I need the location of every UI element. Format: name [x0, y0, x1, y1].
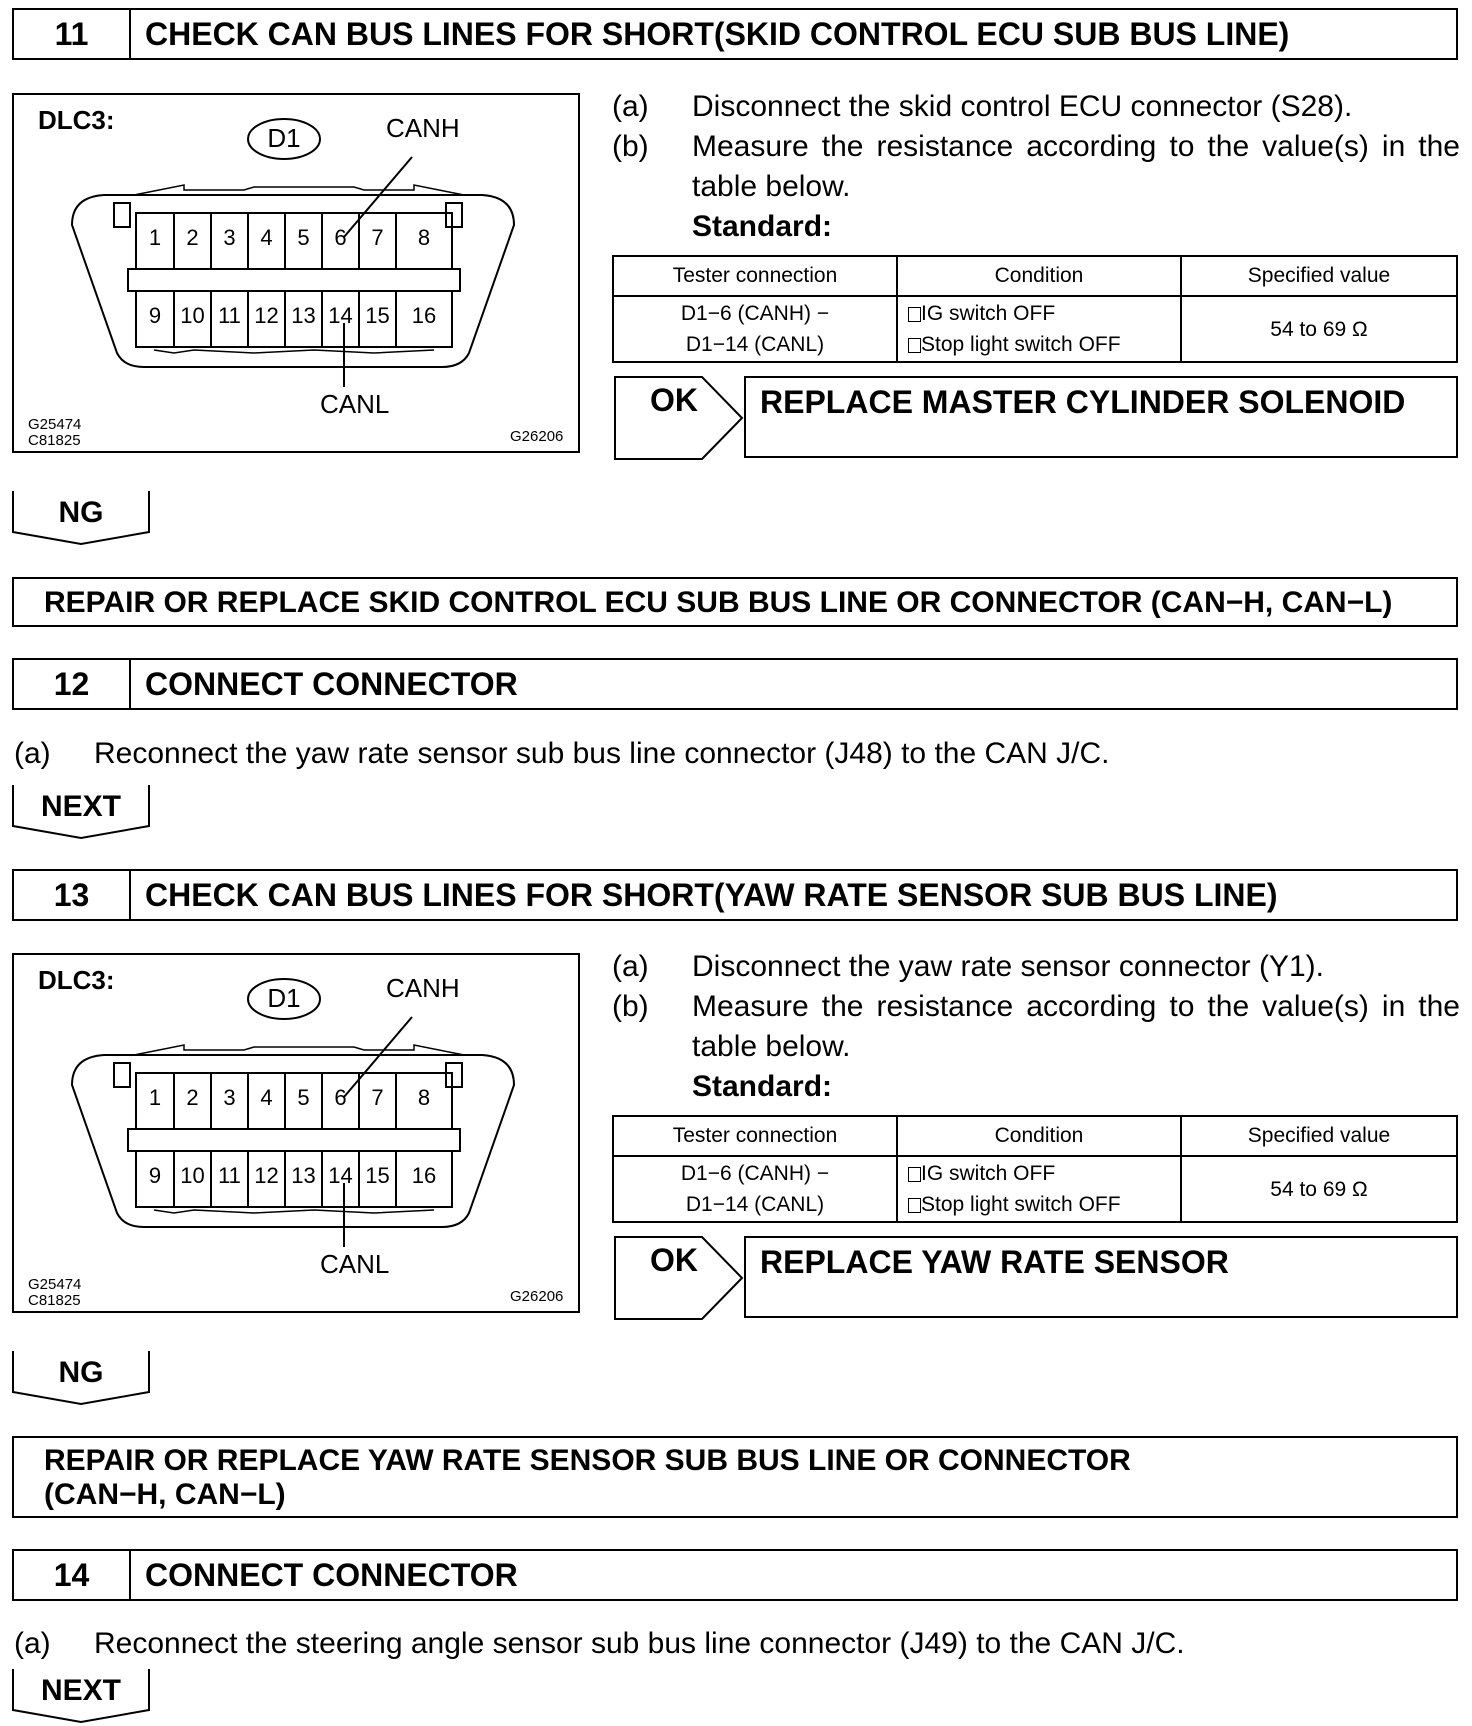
instruction-item: [612, 947, 1460, 987]
dlc3-connector-figure: [12, 953, 580, 1313]
instruction-label: (b): [612, 990, 649, 1023]
pin-label: 10: [180, 1163, 205, 1188]
checkbox-square-icon: [908, 1167, 921, 1182]
pin-label: 2: [186, 225, 199, 250]
instruction-text: Measure the resistance according to the value(s) in the table below.: [692, 130, 1460, 203]
instruction-text: Disconnect the skid control ECU connector (S28).: [692, 90, 1353, 123]
pin-label: 12: [254, 303, 279, 328]
figure-code-1: G25474: [28, 416, 82, 433]
instruction-label: (a): [612, 950, 649, 983]
pin-label: 11: [218, 303, 241, 328]
tester-line: D1−6 (CANH) −: [680, 1162, 830, 1185]
step-title: CHECK CAN BUS LINES FOR SHORT(SKID CONTROL ECU SUB BUS LINE): [145, 15, 1290, 52]
ng-result-line: REPAIR OR REPLACE YAW RATE SENSOR SUB BUS LINE OR CONNECTOR: [44, 1444, 1131, 1477]
pin-label: 4: [260, 225, 273, 250]
ng-result-line: (CAN−H, CAN−L): [44, 1478, 286, 1511]
pin-label: 5: [297, 1085, 310, 1110]
pin-label: 5: [297, 225, 310, 250]
pin-label: 14: [328, 303, 353, 328]
ng-label: NG: [58, 1356, 104, 1389]
instructions: [612, 947, 1460, 1107]
column-header: Tester connection: [613, 256, 897, 296]
column-header: Specified value: [1181, 1116, 1457, 1156]
canh-label: CANH: [386, 113, 460, 143]
connector-id: D1: [267, 123, 301, 153]
next-label: NEXT: [40, 1674, 121, 1707]
table-row: [613, 296, 1457, 362]
step-number: 14: [14, 1551, 131, 1599]
pin-label: 1: [148, 225, 162, 250]
instruction-text: Disconnect the yaw rate sensor connector (Y1).: [692, 950, 1324, 983]
pin-label: 3: [223, 225, 236, 250]
pin-label: 11: [218, 1163, 241, 1188]
pin-label: 8: [417, 1085, 431, 1110]
figure-code-right: G26206: [510, 1288, 564, 1305]
instruction-item: [612, 87, 1460, 127]
ok-label: OK: [650, 1242, 698, 1278]
condition-line: Stop light switch OFF: [921, 333, 1121, 356]
step-number: 12: [14, 660, 131, 708]
pin-label: 1: [148, 1085, 162, 1110]
condition-cell: [897, 296, 1181, 362]
tester-line: D1−14 (CANL): [685, 333, 825, 356]
figure-code-right: G26206: [510, 428, 564, 445]
instruction-item: [612, 127, 1460, 207]
pin-label: 12: [254, 1163, 279, 1188]
step-title: CHECK CAN BUS LINES FOR SHORT(YAW RATE SENSOR SUB BUS LINE): [145, 876, 1278, 913]
pin-label: 16: [411, 303, 437, 328]
step-12-header: [12, 658, 1458, 710]
connector-name: DLC3:: [38, 965, 115, 995]
pin-label: 9: [148, 303, 162, 328]
pin-label: 9: [148, 1163, 162, 1188]
figure-code-2: C81825: [28, 1292, 81, 1309]
dlc3-connector-figure: [12, 93, 580, 453]
connector-name: DLC3:: [38, 105, 115, 135]
pin-label: 8: [417, 225, 431, 250]
ng-label: NG: [58, 496, 104, 529]
table-header-row: [613, 1116, 1457, 1156]
ok-result-text: REPLACE MASTER CYLINDER SOLENOID: [760, 384, 1406, 420]
pin-label: 6: [334, 225, 347, 250]
ok-result-box: [744, 1236, 1458, 1318]
next-label: NEXT: [40, 790, 121, 823]
standard-label: Standard:: [692, 210, 833, 243]
condition-line: IG switch OFF: [921, 1162, 1056, 1185]
condition-line: IG switch OFF: [921, 302, 1056, 325]
ok-result-box: [744, 376, 1458, 458]
checkbox-square-icon: [908, 338, 921, 353]
pin-label: 3: [223, 1085, 236, 1110]
ng-result-box: [12, 577, 1458, 627]
tester-line: D1−6 (CANH) −: [680, 302, 830, 325]
table-header-row: [613, 256, 1457, 296]
instruction-label: (a): [14, 737, 51, 770]
instruction-text: Reconnect the steering angle sensor sub bus line connector (J49) to the CAN J/C.: [94, 1627, 1185, 1660]
step-number: 13: [14, 871, 131, 919]
canh-label: CANH: [386, 973, 460, 1003]
pin-label: 7: [371, 225, 384, 250]
canl-label: CANL: [320, 389, 390, 419]
pin-label: 2: [186, 1085, 199, 1110]
condition-line: Stop light switch OFF: [921, 1193, 1121, 1216]
canl-label: CANL: [320, 1249, 390, 1279]
instructions: [612, 87, 1460, 247]
instruction-label: (a): [14, 1627, 51, 1660]
specified-value-cell: 54 to 69 Ω: [1181, 296, 1457, 362]
pin-label: 16: [411, 1163, 437, 1188]
pin-label: 7: [371, 1085, 384, 1110]
step-13-header: [12, 869, 1458, 921]
checkbox-square-icon: [908, 1198, 921, 1213]
instruction-item: [612, 987, 1460, 1067]
connector-id: D1: [267, 983, 301, 1013]
pin-label: 14: [328, 1163, 353, 1188]
pin-label: 15: [365, 303, 390, 328]
instruction-text: Reconnect the yaw rate sensor sub bus line connector (J48) to the CAN J/C.: [94, 737, 1110, 770]
instruction-label: (b): [612, 130, 649, 163]
step-title: CONNECT CONNECTOR: [145, 665, 518, 702]
instruction-text: Measure the resistance according to the value(s) in the table below.: [692, 990, 1460, 1063]
figure-code-1: G25474: [28, 1276, 82, 1293]
pin-label: 6: [334, 1085, 347, 1110]
standard-label: Standard:: [692, 1070, 833, 1103]
spec-table: [612, 255, 1458, 363]
spec-table: [612, 1115, 1458, 1223]
step-title: CONNECT CONNECTOR: [145, 1556, 518, 1593]
step-11-header: [12, 8, 1458, 60]
checkbox-square-icon: [908, 307, 921, 322]
column-header: Specified value: [1181, 256, 1457, 296]
pin-label: 15: [365, 1163, 390, 1188]
condition-cell: [897, 1156, 1181, 1222]
column-header: Condition: [897, 256, 1181, 296]
ng-result-box: [12, 1436, 1458, 1518]
column-header: Tester connection: [613, 1116, 897, 1156]
table-row: [613, 1156, 1457, 1222]
instruction-item: [14, 1627, 1185, 1661]
tester-connection-cell: [613, 1156, 897, 1222]
tester-line: D1−14 (CANL): [685, 1193, 825, 1216]
ng-result-line: REPAIR OR REPLACE SKID CONTROL ECU SUB BUS LINE OR CONNECTOR (CAN−H, CAN−L): [44, 586, 1393, 619]
pin-label: 10: [180, 303, 205, 328]
specified-value-cell: 54 to 69 Ω: [1181, 1156, 1457, 1222]
step-14-header: [12, 1549, 1458, 1601]
instruction-item: [14, 737, 1110, 771]
tester-connection-cell: [613, 296, 897, 362]
column-header: Condition: [897, 1116, 1181, 1156]
pin-label: 13: [291, 1163, 316, 1188]
pin-label: 13: [291, 303, 316, 328]
figure-code-2: C81825: [28, 432, 81, 449]
step-number: 11: [14, 10, 131, 58]
pin-label: 4: [260, 1085, 273, 1110]
ok-result-text: REPLACE YAW RATE SENSOR: [760, 1244, 1229, 1280]
ok-label: OK: [650, 382, 698, 418]
instruction-label: (a): [612, 90, 649, 123]
